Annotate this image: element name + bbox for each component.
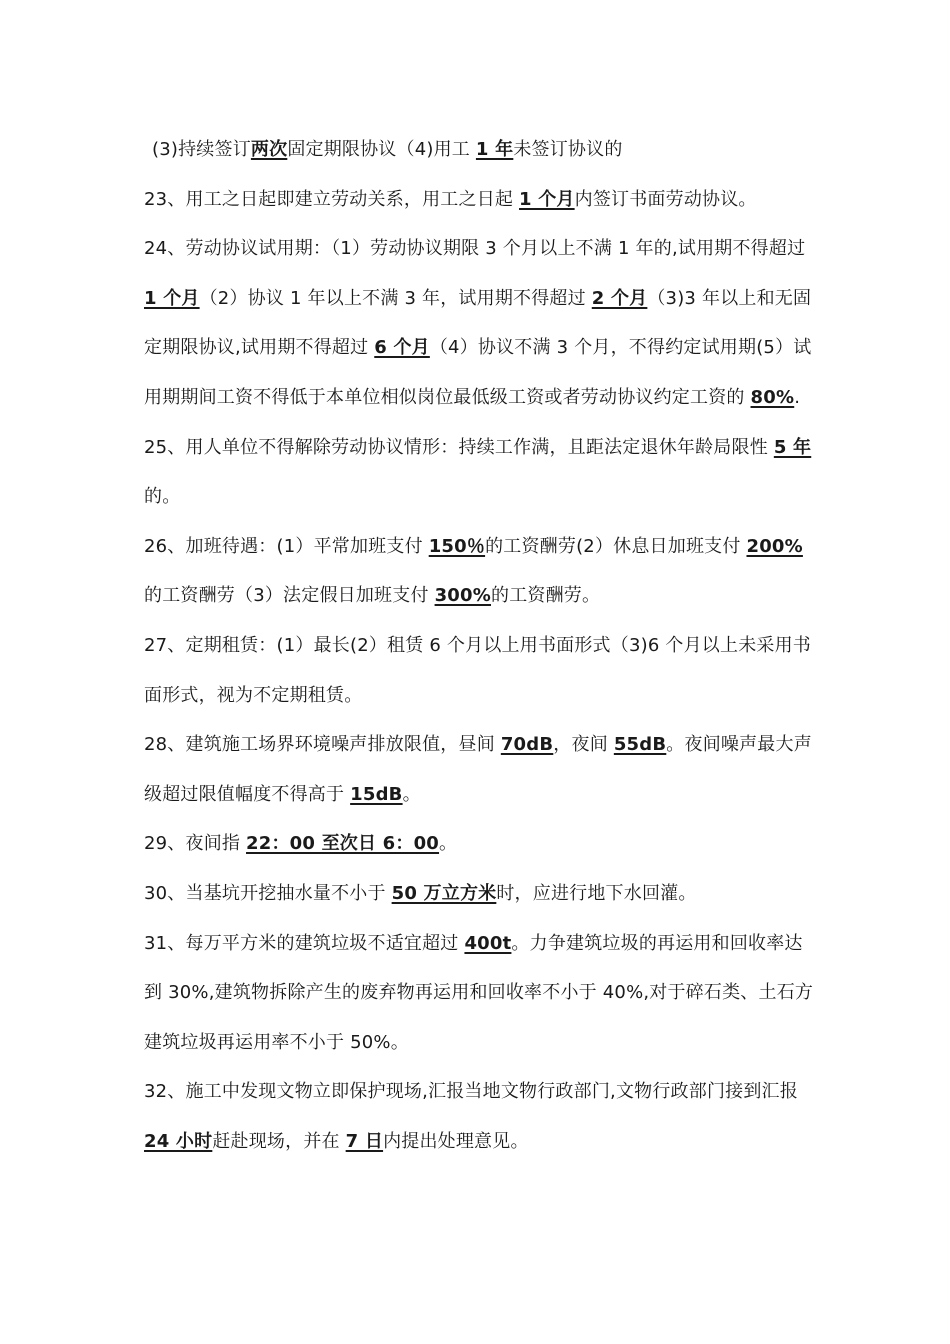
- highlighted-value: 2 个月: [591, 287, 648, 309]
- text-segment: .: [794, 386, 801, 408]
- text-segment: 23、用工之日起即建立劳动关系，用工之日起: [144, 188, 520, 210]
- paragraph-27: [144, 621, 814, 720]
- text-segment: （2）协议 1 年以上不满 3 年，试用期不得超过: [199, 287, 592, 309]
- text-segment: （3)3 年以上和无固定期限协议,试用期不得超过: [144, 287, 812, 359]
- highlighted-value: 200%: [746, 535, 803, 557]
- text-segment: ，夜间: [553, 734, 614, 756]
- text-segment: 27、定期租赁：(1）最长(2）租赁 6 个月以上用书面形式（3)6 个月以上未采用书面形式，视为不定期租赁。: [144, 634, 811, 706]
- paragraph-31: [144, 919, 814, 1068]
- highlighted-value: 50 万立方米: [391, 882, 497, 904]
- highlighted-value: 150％: [428, 535, 486, 557]
- highlighted-value: 1 个月: [519, 188, 575, 210]
- paragraph-28: [144, 720, 814, 819]
- highlighted-value: 400t: [464, 932, 512, 954]
- highlighted-value: 两次: [250, 139, 288, 160]
- highlighted-value: 5 年: [773, 436, 812, 458]
- highlighted-value: 1 年: [475, 139, 514, 160]
- text-segment: 未签订协议的: [513, 139, 623, 160]
- text-segment: 的工资酬劳（3）法定假日加班支付: [144, 585, 435, 607]
- highlighted-value: 6 个月: [374, 337, 430, 359]
- paragraph-29: [144, 819, 814, 869]
- paragraph-30: [144, 869, 814, 919]
- text-segment: 28、建筑施工场界环境噪声排放限值，昼间: [144, 734, 501, 756]
- highlighted-value: 55dB: [613, 734, 667, 756]
- text-segment: 的工资酬劳。: [491, 585, 601, 607]
- paragraph-24: [144, 224, 814, 422]
- text-segment: 25、用人单位不得解除劳动协议情形：持续工作满，且距法定退休年龄局限性: [144, 436, 774, 458]
- text-segment: 的工资酬劳(2）休息日加班支付: [485, 535, 747, 557]
- highlighted-value: 15dB: [350, 783, 403, 805]
- text-segment: 固定期限协议（4)用工: [287, 139, 476, 160]
- highlighted-value: 24 小时: [144, 1130, 213, 1152]
- document-body: [144, 125, 814, 1166]
- text-segment: 内签订书面劳动协议。: [574, 188, 757, 210]
- text-segment: 。: [439, 833, 458, 855]
- paragraph-23: [144, 175, 814, 225]
- paragraph-32: [144, 1067, 814, 1166]
- paragraph-25: [144, 423, 814, 522]
- text-segment: 24、劳动协议试用期：（1）劳动协议期限 3 个月以上不满 1 年的,试用期不得超过: [144, 238, 806, 260]
- text-segment: 的。: [144, 486, 181, 508]
- paragraph-26: [144, 522, 814, 621]
- text-segment: 。: [402, 783, 421, 805]
- text-segment: 32、施工中发现文物立即保护现场,汇报当地文物行政部门,文物行政部门接到汇报: [144, 1081, 798, 1103]
- highlighted-value: 22：00 至次日 6：00: [246, 833, 440, 855]
- highlighted-value: 70dB: [500, 734, 554, 756]
- text-segment: 。夜间噪声最大声级超过限值幅度不得高于: [144, 734, 812, 805]
- text-segment: 26、加班待遇：(1）平常加班支付: [144, 535, 429, 557]
- highlighted-value: 1 个月: [144, 287, 200, 309]
- text-segment: 31、每万平方米的建筑垃圾不适宜超过: [144, 932, 465, 954]
- text-segment: 赶赴现场，并在: [212, 1130, 346, 1152]
- paragraph-contract-cont: [144, 125, 814, 175]
- text-segment: 。力争建筑垃圾的再运用和回收率达到 30%,建筑物拆除产生的废弃物再运用和回收率不小于 40%,对于碎石类、土石方建筑垃圾再运用率不小于 50%。: [144, 932, 814, 1053]
- text-segment: 时，应进行地下水回灌。: [496, 882, 697, 904]
- highlighted-value: 7 日: [345, 1130, 384, 1152]
- text-segment: (3)持续签订: [152, 139, 251, 160]
- text-segment: （4）协议不满 3 个月，不得约定试用期(5）试用期期间工资不得低于本单位相似岗位最低级工资或者劳动协议约定工资的: [144, 337, 812, 408]
- highlighted-value: 300%: [434, 585, 491, 607]
- text-segment: 内提出处理意见。: [383, 1130, 529, 1152]
- text-segment: 29、夜间指: [144, 833, 247, 855]
- highlighted-value: 80%: [750, 386, 795, 408]
- text-segment: 30、当基坑开挖抽水量不小于: [144, 882, 392, 904]
